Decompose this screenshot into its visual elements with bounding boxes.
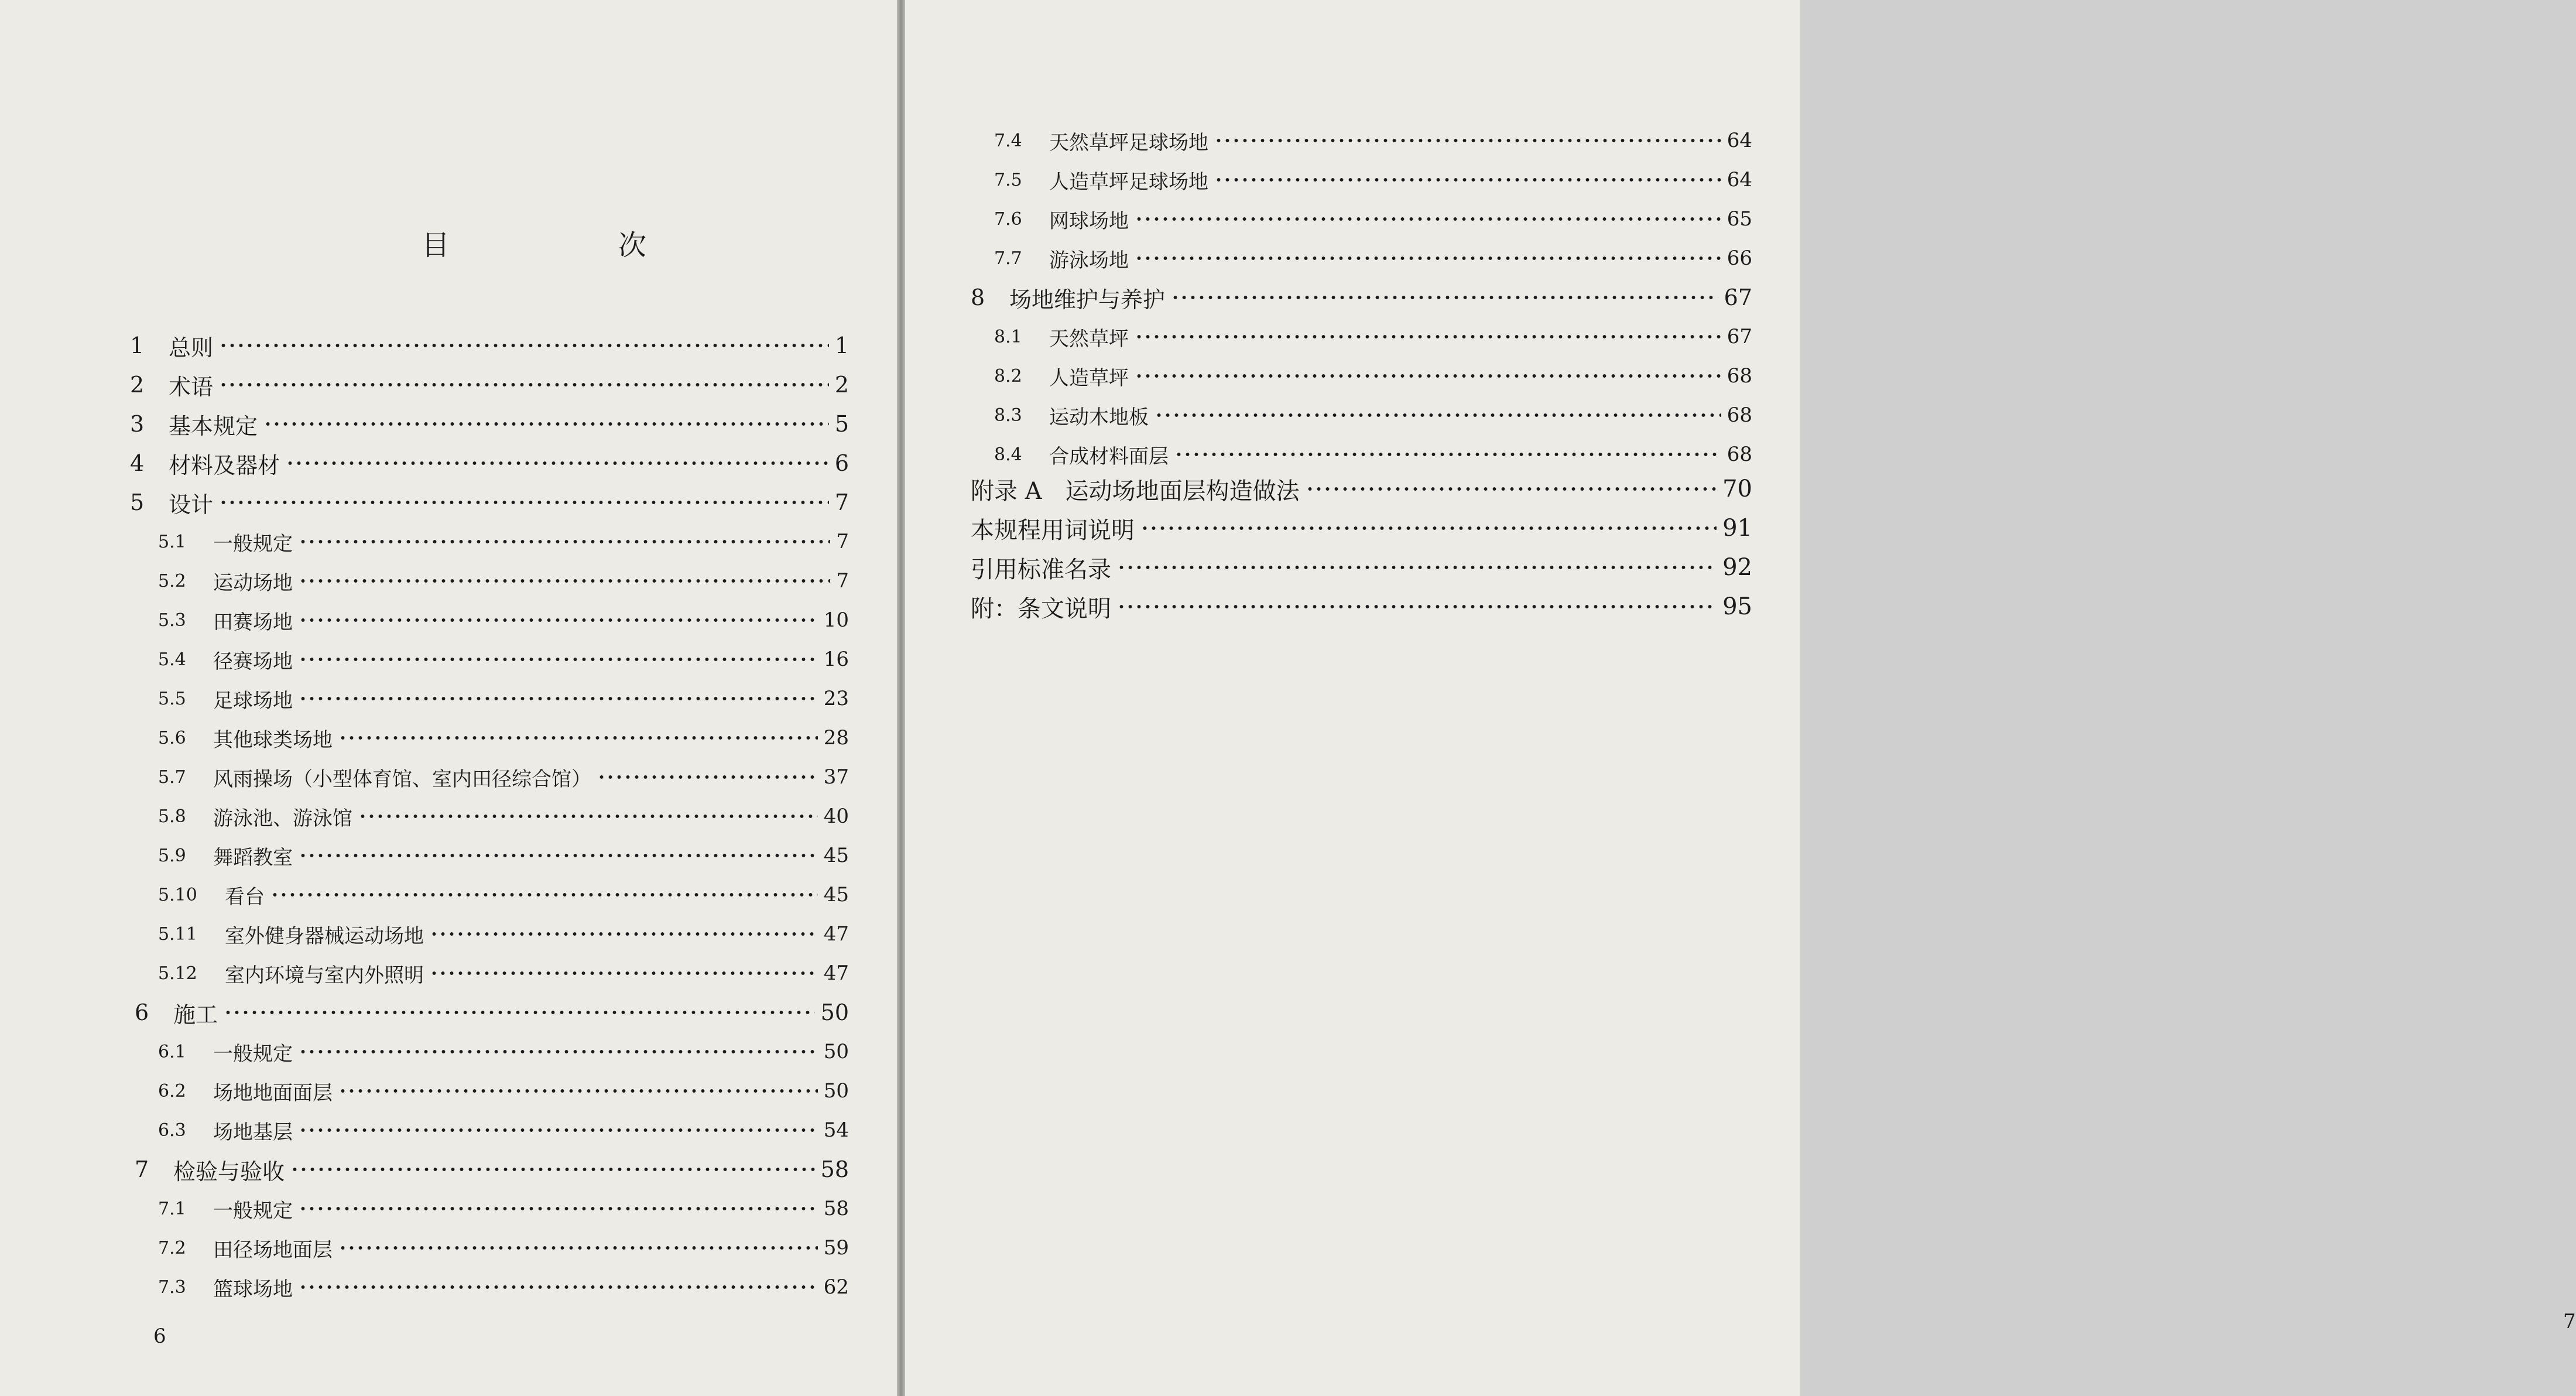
toc-entry-page: 2 bbox=[834, 372, 849, 398]
toc-entry[interactable] bbox=[158, 1268, 849, 1306]
toc-entry-label: 其他球类场地 bbox=[213, 728, 333, 752]
dot-leader bbox=[1135, 374, 1721, 378]
dot-leader bbox=[299, 696, 818, 701]
toc-entry-page: 50 bbox=[823, 1040, 849, 1063]
toc-entry-page: 58 bbox=[823, 1197, 849, 1220]
toc-entry-page: 95 bbox=[1722, 593, 1752, 620]
toc-entry-label: 总则 bbox=[169, 334, 214, 361]
toc-entry[interactable] bbox=[971, 588, 1752, 625]
toc-entry-number: 7.1 bbox=[158, 1198, 186, 1219]
toc-entry-number: 5.3 bbox=[158, 610, 186, 631]
toc-entry-page: 6 bbox=[834, 450, 849, 476]
toc-entry-number: 7 bbox=[135, 1157, 149, 1182]
page-number: 7 bbox=[2563, 1310, 2576, 1333]
dot-leader bbox=[1135, 334, 1721, 339]
dot-leader bbox=[299, 657, 818, 662]
toc-entry-page: 47 bbox=[823, 962, 849, 985]
dot-leader bbox=[270, 892, 818, 897]
dot-leader bbox=[430, 932, 818, 936]
toc-entry-label: 游泳场地 bbox=[1049, 248, 1129, 272]
toc-entry-number: 6.2 bbox=[158, 1080, 186, 1101]
toc-entry-page: 70 bbox=[1722, 475, 1752, 502]
dot-leader bbox=[358, 814, 818, 819]
dot-leader bbox=[1155, 413, 1721, 418]
toc-entry-number: 5.9 bbox=[158, 845, 186, 866]
dot-leader bbox=[1140, 526, 1717, 531]
toc-entry-label: 风雨操场（小型体育馆、室内田径综合馆） bbox=[213, 767, 591, 791]
toc-entry-page: 5 bbox=[834, 411, 849, 437]
toc-entry-number: 5.6 bbox=[158, 727, 186, 748]
toc-entry[interactable] bbox=[158, 719, 849, 757]
toc-entry[interactable] bbox=[158, 1033, 849, 1070]
toc-entry[interactable] bbox=[994, 122, 1752, 159]
toc-entry-number: 7.7 bbox=[994, 248, 1022, 269]
toc-entry[interactable] bbox=[158, 915, 849, 953]
toc-entry-page: 92 bbox=[1722, 554, 1752, 581]
toc-entry-label: 田赛场地 bbox=[213, 610, 293, 634]
dot-leader bbox=[219, 382, 829, 387]
dot-leader bbox=[299, 1206, 818, 1211]
toc-entry[interactable] bbox=[971, 279, 1752, 316]
toc-entry[interactable] bbox=[994, 396, 1752, 434]
toc-entry-page: 7 bbox=[834, 490, 849, 515]
toc-entry[interactable] bbox=[158, 641, 849, 678]
toc-entry-label: 运动场地 bbox=[213, 571, 293, 595]
toc-entry-page: 64 bbox=[1727, 168, 1752, 191]
toc-entry-number: 2 bbox=[130, 372, 145, 398]
toc-entry-page: 7 bbox=[836, 530, 849, 553]
left-page bbox=[0, 0, 897, 1396]
toc-entry[interactable] bbox=[130, 327, 849, 364]
dot-leader bbox=[1135, 256, 1721, 261]
toc-entry[interactable] bbox=[971, 470, 1752, 508]
toc-entry[interactable] bbox=[130, 484, 849, 521]
toc-entry[interactable] bbox=[994, 318, 1752, 355]
toc-entry-page: 54 bbox=[823, 1118, 849, 1142]
toc-entry[interactable] bbox=[994, 239, 1752, 277]
toc-entry-page: 16 bbox=[823, 648, 849, 671]
dot-leader bbox=[338, 1246, 818, 1250]
toc-entry-number: 8.3 bbox=[994, 405, 1022, 426]
toc-entry-number: 5.8 bbox=[158, 806, 186, 827]
toc-entry[interactable] bbox=[158, 758, 849, 796]
toc-entry[interactable] bbox=[158, 1229, 849, 1267]
toc-entry-number: 7.3 bbox=[158, 1277, 186, 1298]
toc-entry-label: 舞蹈教室 bbox=[213, 846, 293, 870]
dot-leader bbox=[1117, 565, 1717, 570]
toc-entry-label: 设计 bbox=[169, 491, 214, 518]
toc-entry-label: 附：条文说明 bbox=[971, 595, 1111, 622]
toc-entry-label: 室外健身器械运动场地 bbox=[225, 924, 424, 948]
toc-entry-number: 5.1 bbox=[158, 531, 186, 552]
toc-entry[interactable] bbox=[994, 357, 1752, 395]
toc-entry[interactable] bbox=[158, 954, 849, 992]
toc-entry-label: 人造草坪足球场地 bbox=[1049, 170, 1208, 194]
toc-entry-label: 基本规定 bbox=[169, 413, 258, 439]
toc-entry-number: 7.5 bbox=[994, 169, 1022, 190]
toc-entry-label: 网球场地 bbox=[1049, 209, 1129, 233]
toc-entry-label: 本规程用词说明 bbox=[971, 516, 1135, 544]
toc-entry[interactable] bbox=[158, 1072, 849, 1110]
toc-entry-label: 一般规定 bbox=[213, 1042, 293, 1066]
toc-entry-number: 8.2 bbox=[994, 365, 1022, 386]
dot-leader bbox=[299, 579, 830, 583]
toc-entry-label: 田径场地面层 bbox=[213, 1238, 333, 1262]
toc-entry-label: 一般规定 bbox=[213, 1199, 293, 1223]
dot-leader bbox=[290, 1167, 815, 1172]
toc-entry[interactable] bbox=[158, 601, 849, 639]
toc-entry-number: 5.11 bbox=[158, 923, 197, 945]
toc-entry-label: 天然草坪 bbox=[1049, 327, 1129, 351]
toc-title: 目 次 bbox=[422, 229, 717, 262]
dot-leader bbox=[1171, 295, 1718, 300]
toc-entry-page: 1 bbox=[834, 333, 849, 358]
toc-entry-page: 45 bbox=[823, 883, 849, 906]
toc-entry-number: 5.5 bbox=[158, 688, 186, 709]
toc-entry[interactable] bbox=[130, 444, 849, 482]
toc-entry-page: 67 bbox=[1727, 325, 1752, 348]
toc-entry-label: 一般规定 bbox=[213, 532, 293, 556]
toc-entry[interactable] bbox=[994, 436, 1752, 473]
toc-entry-page: 50 bbox=[823, 1079, 849, 1103]
dot-leader bbox=[299, 853, 818, 858]
toc-entry-label: 室内环境与室内外照明 bbox=[225, 963, 424, 987]
dot-leader bbox=[1117, 604, 1717, 609]
toc-entry-page: 68 bbox=[1727, 443, 1752, 466]
right-page bbox=[905, 0, 2576, 1396]
toc-entry[interactable] bbox=[994, 200, 1752, 238]
toc-entry-number: 5.4 bbox=[158, 649, 186, 670]
toc-entry-label: 径赛场地 bbox=[213, 649, 293, 673]
dot-leader bbox=[1135, 217, 1721, 221]
toc-entry-page: 68 bbox=[1727, 364, 1752, 388]
toc-entry[interactable] bbox=[135, 1151, 849, 1188]
toc-entry-label: 场地维护与养护 bbox=[1009, 286, 1166, 313]
toc-entry-number: 5 bbox=[130, 490, 145, 515]
toc-entry-number: 1 bbox=[130, 333, 145, 358]
toc-entry-number: 5.10 bbox=[158, 884, 197, 905]
toc-entry-number: 5.2 bbox=[158, 570, 186, 591]
toc-entry-label: 运动木地板 bbox=[1049, 405, 1149, 429]
toc-entry-number: 7.6 bbox=[994, 208, 1022, 230]
toc-entry-number: 6.1 bbox=[158, 1041, 186, 1062]
toc-entry-page: 91 bbox=[1722, 515, 1752, 542]
page-number: 6 bbox=[153, 1325, 166, 1348]
toc-entry-page: 28 bbox=[823, 726, 849, 750]
dot-leader bbox=[299, 1285, 818, 1289]
toc-entry-page: 37 bbox=[823, 765, 849, 789]
toc-entry-number: 4 bbox=[130, 450, 145, 476]
toc-entry-number: 8.4 bbox=[994, 444, 1022, 465]
dot-leader bbox=[286, 461, 829, 466]
toc-entry-page: 64 bbox=[1727, 129, 1752, 152]
toc-entry[interactable] bbox=[158, 680, 849, 717]
toc-entry-number: 8 bbox=[971, 285, 985, 310]
toc-entry[interactable] bbox=[130, 366, 849, 403]
dot-leader bbox=[1214, 138, 1721, 143]
toc-entry-page: 67 bbox=[1724, 285, 1752, 310]
toc-entry[interactable] bbox=[158, 837, 849, 874]
toc-entry[interactable] bbox=[994, 161, 1752, 199]
toc-entry-label: 足球场地 bbox=[213, 689, 293, 713]
dot-leader bbox=[299, 1049, 818, 1054]
toc-entry-label: 游泳池、游泳馆 bbox=[213, 806, 352, 830]
toc-entry-label: 篮球场地 bbox=[213, 1277, 293, 1301]
toc-entry-label: 人造草坪 bbox=[1049, 366, 1129, 390]
toc-entry[interactable] bbox=[158, 1111, 849, 1149]
toc-entry-label: 附录 A 运动场地面层构造做法 bbox=[971, 477, 1300, 505]
toc-entry-label: 材料及器材 bbox=[169, 452, 280, 478]
toc-entry-page: 45 bbox=[823, 844, 849, 867]
toc-entry-label: 场地基层 bbox=[213, 1120, 293, 1144]
toc-entry-number: 7.2 bbox=[158, 1237, 186, 1258]
toc-entry[interactable] bbox=[971, 549, 1752, 586]
toc-entry[interactable] bbox=[971, 509, 1752, 547]
toc-entry-label: 天然草坪足球场地 bbox=[1049, 131, 1208, 155]
toc-entry-number: 5.12 bbox=[158, 963, 197, 984]
toc-entry-page: 65 bbox=[1727, 207, 1752, 231]
toc-entry-page: 10 bbox=[823, 608, 849, 632]
toc-entry-label: 检验与验收 bbox=[173, 1158, 285, 1185]
dot-leader bbox=[597, 775, 818, 779]
toc-entry-number: 6.3 bbox=[158, 1120, 186, 1141]
toc-entry-label: 合成材料面层 bbox=[1049, 444, 1169, 468]
toc-entry-label: 引用标准名录 bbox=[971, 556, 1111, 583]
dot-leader bbox=[224, 1010, 815, 1015]
toc-entry-label: 场地地面面层 bbox=[213, 1081, 333, 1105]
toc-entry-page: 7 bbox=[836, 569, 849, 593]
toc-entry-label: 看台 bbox=[225, 885, 265, 909]
toc-entry-number: 3 bbox=[130, 411, 145, 437]
toc-entry[interactable] bbox=[135, 994, 849, 1031]
toc-entry[interactable] bbox=[130, 405, 849, 443]
toc-entry-number: 8.1 bbox=[994, 326, 1022, 347]
dot-leader bbox=[299, 618, 818, 622]
dot-leader bbox=[430, 971, 818, 976]
dot-leader bbox=[263, 422, 829, 426]
toc-entry-page: 68 bbox=[1727, 403, 1752, 427]
dot-leader bbox=[1174, 452, 1721, 457]
toc-entry-label: 术语 bbox=[169, 374, 214, 400]
toc-entry[interactable] bbox=[158, 562, 849, 600]
book-gutter bbox=[897, 0, 905, 1396]
toc-entry-page: 40 bbox=[823, 805, 849, 828]
toc-entry-page: 59 bbox=[823, 1236, 849, 1260]
dot-leader bbox=[219, 343, 829, 348]
dot-leader bbox=[338, 735, 818, 740]
toc-entry-number: 6 bbox=[135, 1000, 149, 1025]
dot-leader bbox=[1306, 487, 1717, 491]
toc-entry-label: 施工 bbox=[173, 1001, 218, 1028]
toc-entry[interactable] bbox=[158, 523, 849, 560]
toc-entry-page: 66 bbox=[1727, 247, 1752, 270]
dot-leader bbox=[338, 1089, 818, 1093]
toc-entry-page: 47 bbox=[823, 922, 849, 946]
toc-entry[interactable] bbox=[158, 798, 849, 835]
toc-entry[interactable] bbox=[158, 876, 849, 913]
toc-entry-page: 62 bbox=[823, 1275, 849, 1299]
toc-entry[interactable] bbox=[158, 1190, 849, 1227]
dot-leader bbox=[299, 539, 830, 544]
dot-leader bbox=[299, 1128, 818, 1132]
toc-entry-number: 7.4 bbox=[994, 130, 1022, 151]
toc-entry-page: 23 bbox=[823, 687, 849, 710]
toc-entry-page: 50 bbox=[820, 1000, 849, 1025]
dot-leader bbox=[219, 500, 829, 505]
toc-entry-number: 5.7 bbox=[158, 767, 186, 788]
toc-entry-page: 58 bbox=[820, 1157, 849, 1182]
dot-leader bbox=[1214, 177, 1721, 182]
